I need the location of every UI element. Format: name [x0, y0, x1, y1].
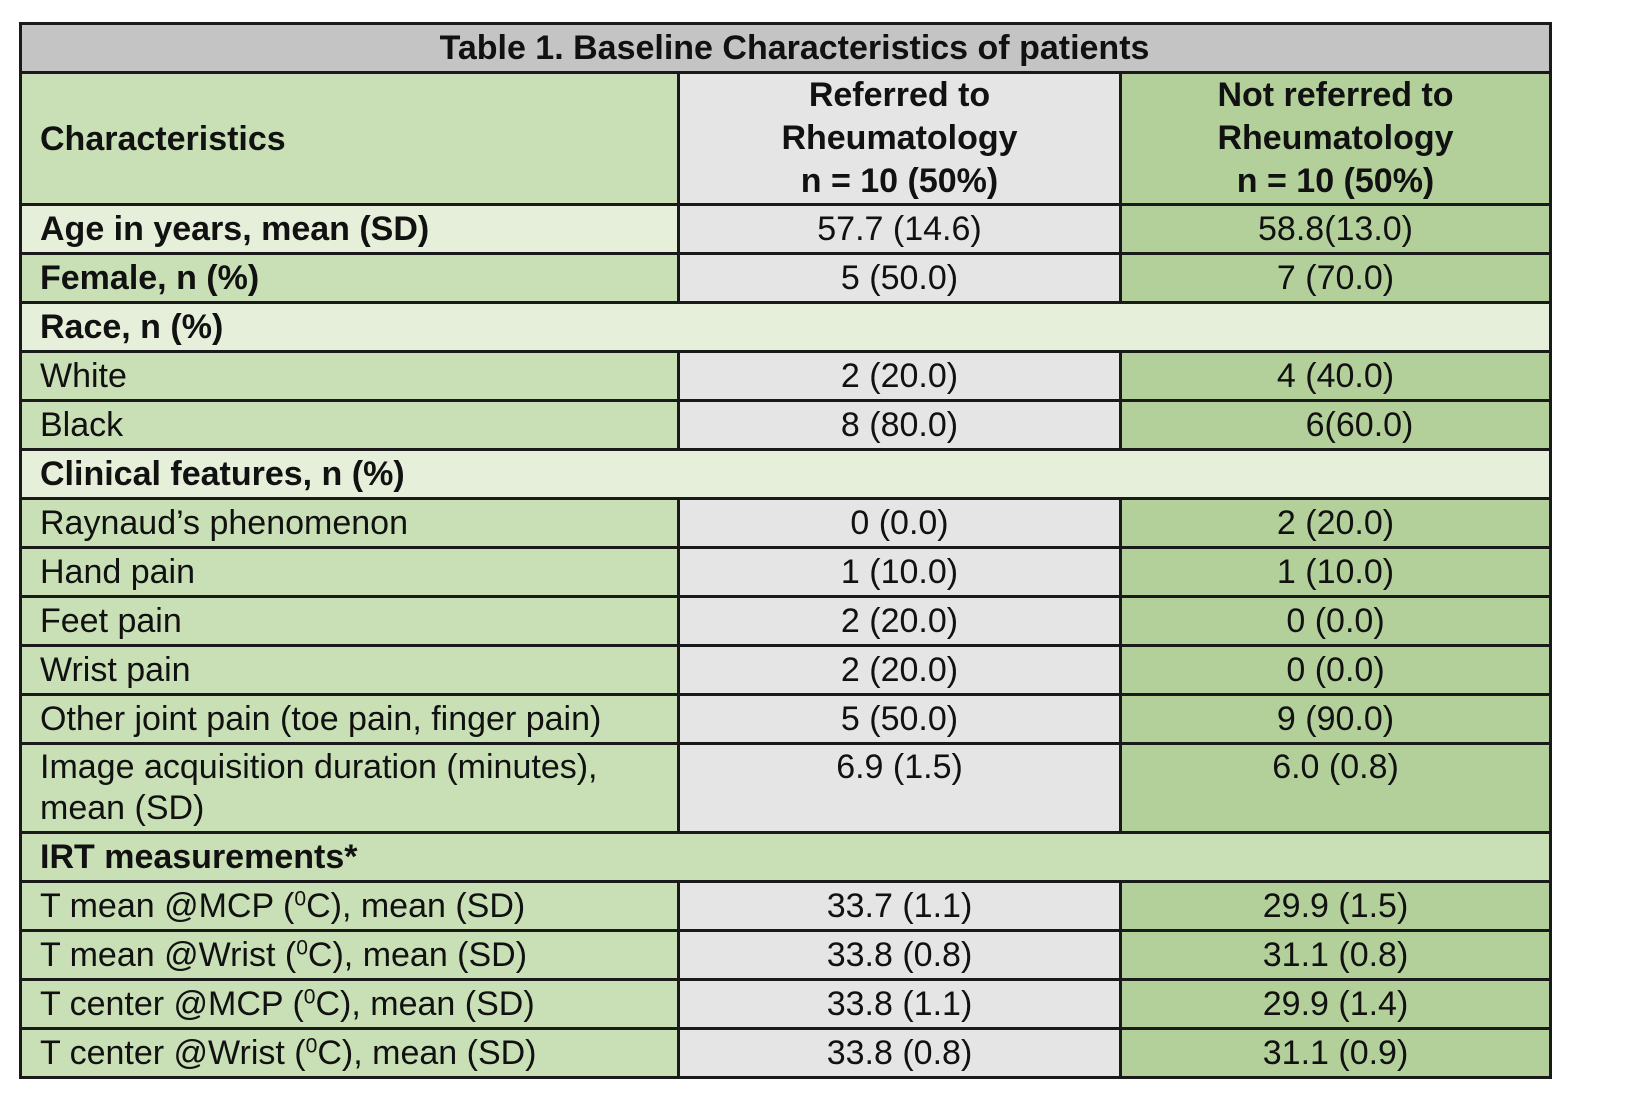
row-label-tcenter-mcp [21, 980, 679, 1029]
row-value-wrist-pain-referred: 2 (20.0) [679, 646, 1121, 695]
degree-superscript: 0 [294, 887, 307, 911]
table-row-wrist-pain [21, 646, 1551, 695]
section-label-race: Race, n (%) [21, 303, 1551, 352]
table-title: Table 1. Baseline Characteristics of patients [21, 24, 1551, 73]
row-value-age-not-referred: 58.8(13.0) [1121, 205, 1551, 254]
row-value-tcenter-wrist-not-referred: 31.1 (0.9) [1121, 1029, 1551, 1078]
row-value-tmean-mcp-referred: 33.7 (1.1) [679, 882, 1121, 931]
header-not-referred-line-3: n = 10 (50%) [1236, 162, 1435, 200]
header-not-referred-line-1: Not referred to [1217, 76, 1454, 114]
row-value-female-referred: 5 (50.0) [679, 254, 1121, 303]
table-row-black [21, 401, 1551, 450]
table-row-other-joint-pain [21, 695, 1551, 744]
row-value-hand-pain-referred: 1 (10.0) [679, 548, 1121, 597]
row-label-black: Black [21, 401, 679, 450]
row-value-image-acquisition-referred: 6.9 (1.5) [679, 744, 1121, 833]
row-label-raynauds: Raynaud’s phenomenon [21, 499, 679, 548]
table-row-tmean-wrist [21, 931, 1551, 980]
table-row-female [21, 254, 1551, 303]
row-label-wrist-pain: Wrist pain [21, 646, 679, 695]
header-not-referred [1121, 73, 1551, 205]
row-value-tcenter-mcp-not-referred: 29.9 (1.4) [1121, 980, 1551, 1029]
row-value-raynauds-referred: 0 (0.0) [679, 499, 1121, 548]
table-row-age [21, 205, 1551, 254]
table-row-image-acquisition [21, 744, 1551, 833]
row-label-tmean-mcp [21, 882, 679, 931]
table-section-race [21, 303, 1551, 352]
baseline-characteristics-table [19, 22, 1552, 1079]
row-label-image-acquisition: Image acquisition duration (minutes), mean (SD) [21, 744, 679, 833]
row-value-female-not-referred: 7 (70.0) [1121, 254, 1551, 303]
row-value-wrist-pain-not-referred: 0 (0.0) [1121, 646, 1551, 695]
label-text: T mean @MCP ( [40, 887, 295, 925]
row-value-white-not-referred: 4 (40.0) [1121, 352, 1551, 401]
row-value-black-not-referred: 6(60.0) [1121, 401, 1551, 450]
table-section-irt [21, 833, 1551, 882]
degree-superscript: 0 [305, 1034, 318, 1058]
row-value-tmean-mcp-not-referred: 29.9 (1.5) [1121, 882, 1551, 931]
row-value-tmean-wrist-not-referred: 31.1 (0.8) [1121, 931, 1551, 980]
label-text: C), mean (SD) [315, 985, 535, 1023]
row-value-feet-pain-referred: 2 (20.0) [679, 597, 1121, 646]
degree-superscript: 0 [296, 936, 308, 960]
section-label-clinical: Clinical features, n (%) [21, 450, 1551, 499]
table-row-tcenter-mcp [21, 980, 1551, 1029]
row-label-age: Age in years, mean (SD) [21, 205, 679, 254]
label-text: T mean @Wrist ( [40, 936, 297, 974]
header-referred-line-2: Rheumatology [781, 119, 1018, 157]
row-label-female: Female, n (%) [21, 254, 679, 303]
row-value-other-joint-pain-referred: 5 (50.0) [679, 695, 1121, 744]
table-row-tmean-mcp [21, 882, 1551, 931]
header-referred-line-3: n = 10 (50%) [800, 162, 999, 200]
label-text: T center @MCP ( [40, 985, 304, 1023]
degree-superscript: 0 [303, 985, 316, 1009]
row-value-feet-pain-not-referred: 0 (0.0) [1121, 597, 1551, 646]
row-label-white: White [21, 352, 679, 401]
row-label-other-joint-pain: Other joint pain (toe pain, finger pain) [21, 695, 679, 744]
row-value-black-referred: 8 (80.0) [679, 401, 1121, 450]
table-section-clinical [21, 450, 1551, 499]
label-text: C), mean (SD) [306, 887, 526, 925]
row-label-tcenter-wrist [21, 1029, 679, 1078]
label-text: C), mean (SD) [307, 936, 528, 974]
table-row-hand-pain [21, 548, 1551, 597]
row-value-tcenter-mcp-referred: 33.8 (1.1) [679, 980, 1121, 1029]
table-row-white [21, 352, 1551, 401]
table-row-feet-pain [21, 597, 1551, 646]
header-referred [679, 73, 1121, 205]
row-value-white-referred: 2 (20.0) [679, 352, 1121, 401]
section-label-irt: IRT measurements* [21, 833, 1551, 882]
row-value-hand-pain-not-referred: 1 (10.0) [1121, 548, 1551, 597]
row-label-tmean-wrist [21, 931, 679, 980]
header-characteristics: Characteristics [21, 73, 679, 205]
table-row-raynauds [21, 499, 1551, 548]
table-row-tcenter-wrist [21, 1029, 1551, 1078]
row-value-raynauds-not-referred: 2 (20.0) [1121, 499, 1551, 548]
row-value-tcenter-wrist-referred: 33.8 (0.8) [679, 1029, 1121, 1078]
row-value-age-referred: 57.7 (14.6) [679, 205, 1121, 254]
table-title-row [21, 24, 1551, 73]
row-value-image-acquisition-not-referred: 6.0 (0.8) [1121, 744, 1551, 833]
header-referred-line-1: Referred to [808, 76, 991, 114]
header-not-referred-line-2: Rheumatology [1217, 119, 1454, 157]
table-header-row [21, 73, 1551, 205]
label-text: C), mean (SD) [317, 1034, 537, 1072]
label-text: T center @Wrist ( [40, 1034, 306, 1072]
row-value-tmean-wrist-referred: 33.8 (0.8) [679, 931, 1121, 980]
row-label-feet-pain: Feet pain [21, 597, 679, 646]
row-label-hand-pain: Hand pain [21, 548, 679, 597]
row-value-other-joint-pain-not-referred: 9 (90.0) [1121, 695, 1551, 744]
